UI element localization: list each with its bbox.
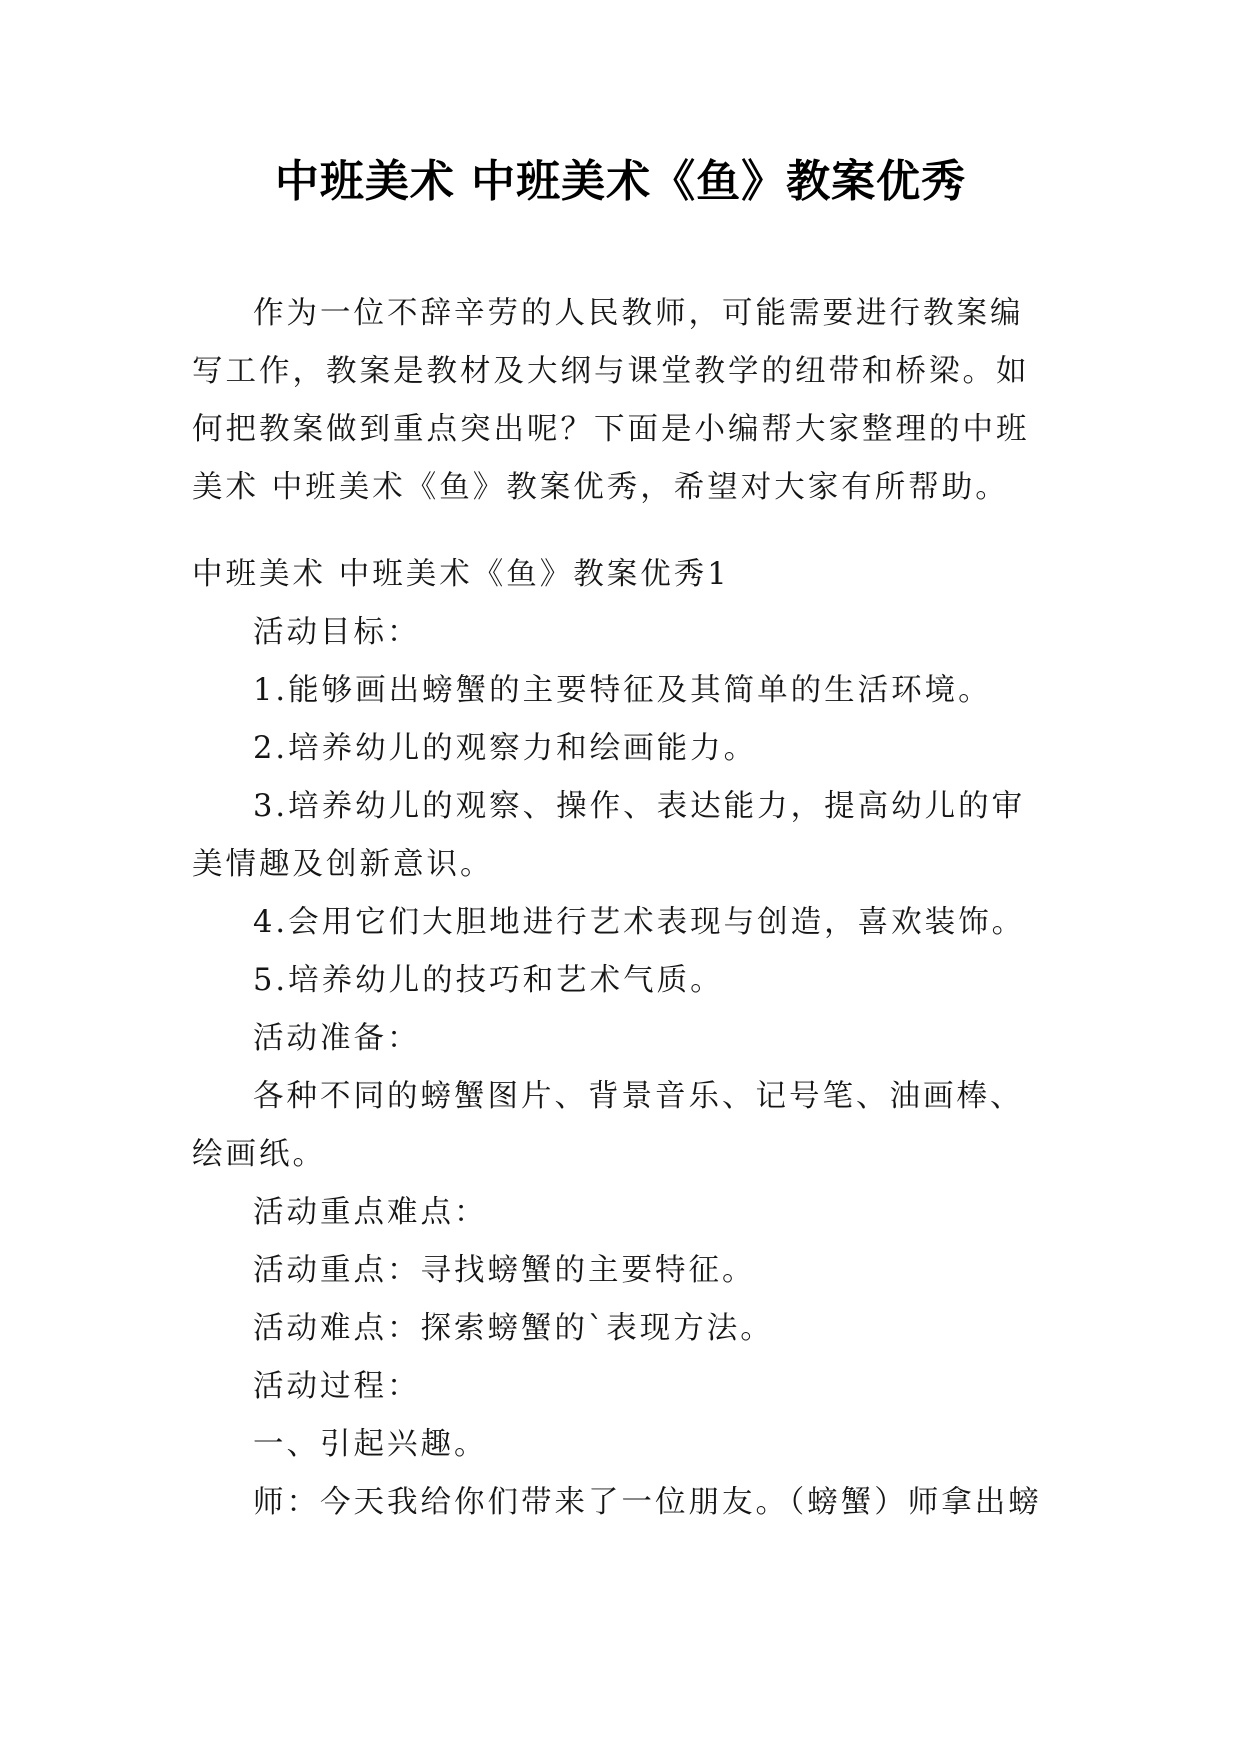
- paragraph-goal-5: 5.培养幼儿的技巧和艺术气质。: [253, 963, 724, 998]
- intro-paragraph: 作为一位不辞辛劳的人民教师，可能需要进行教案编写工作，教案是教材及大纲与课堂教学的纽带和桥梁。如何把教案做到重点突出呢？下面是小编帮大家整理的中班美术 中班美术《鱼》教案优秀，希望对大家有所帮助。: [192, 296, 1030, 505]
- paragraph-key-point: 活动重点：寻找螃蟹的主要特征。: [253, 1253, 756, 1288]
- document-body: [192, 285, 1050, 1532]
- paragraph-goal-1: 1.能够画出螃蟹的主要特征及其简单的生活环境。: [253, 673, 992, 708]
- paragraph-goal-3: 3.培养幼儿的观察、操作、表达能力，提高幼儿的审美情趣及创新意识。: [192, 789, 1026, 882]
- paragraph-preparation-heading: 活动准备：: [253, 1021, 421, 1056]
- paragraph-key-points-heading: 活动重点难点：: [253, 1195, 488, 1230]
- paragraph-activity-goals-heading: 活动目标：: [253, 615, 421, 650]
- paragraph-step-1: 一、引起兴趣。: [253, 1427, 488, 1462]
- paragraph-preparation: 各种不同的螃蟹图片、背景音乐、记号笔、油画棒、绘画纸。: [192, 1079, 1024, 1172]
- paragraph-process-heading: 活动过程：: [253, 1369, 421, 1404]
- paragraph-goal-4: 4.会用它们大胆地进行艺术表现与创造，喜欢装饰。: [253, 905, 1026, 940]
- paragraph-difficulty: 活动难点：探索螃蟹的`表现方法。: [253, 1311, 774, 1346]
- paragraph-goal-2: 2.培养幼儿的观察力和绘画能力。: [253, 731, 758, 766]
- paragraph-teacher-line: 师：今天我给你们带来了一位朋友。（螃蟹）师拿出螃: [253, 1485, 1042, 1520]
- document-title: 中班美术 中班美术《鱼》教案优秀: [274, 156, 967, 207]
- section-heading: 中班美术 中班美术《鱼》教案优秀1: [192, 557, 730, 592]
